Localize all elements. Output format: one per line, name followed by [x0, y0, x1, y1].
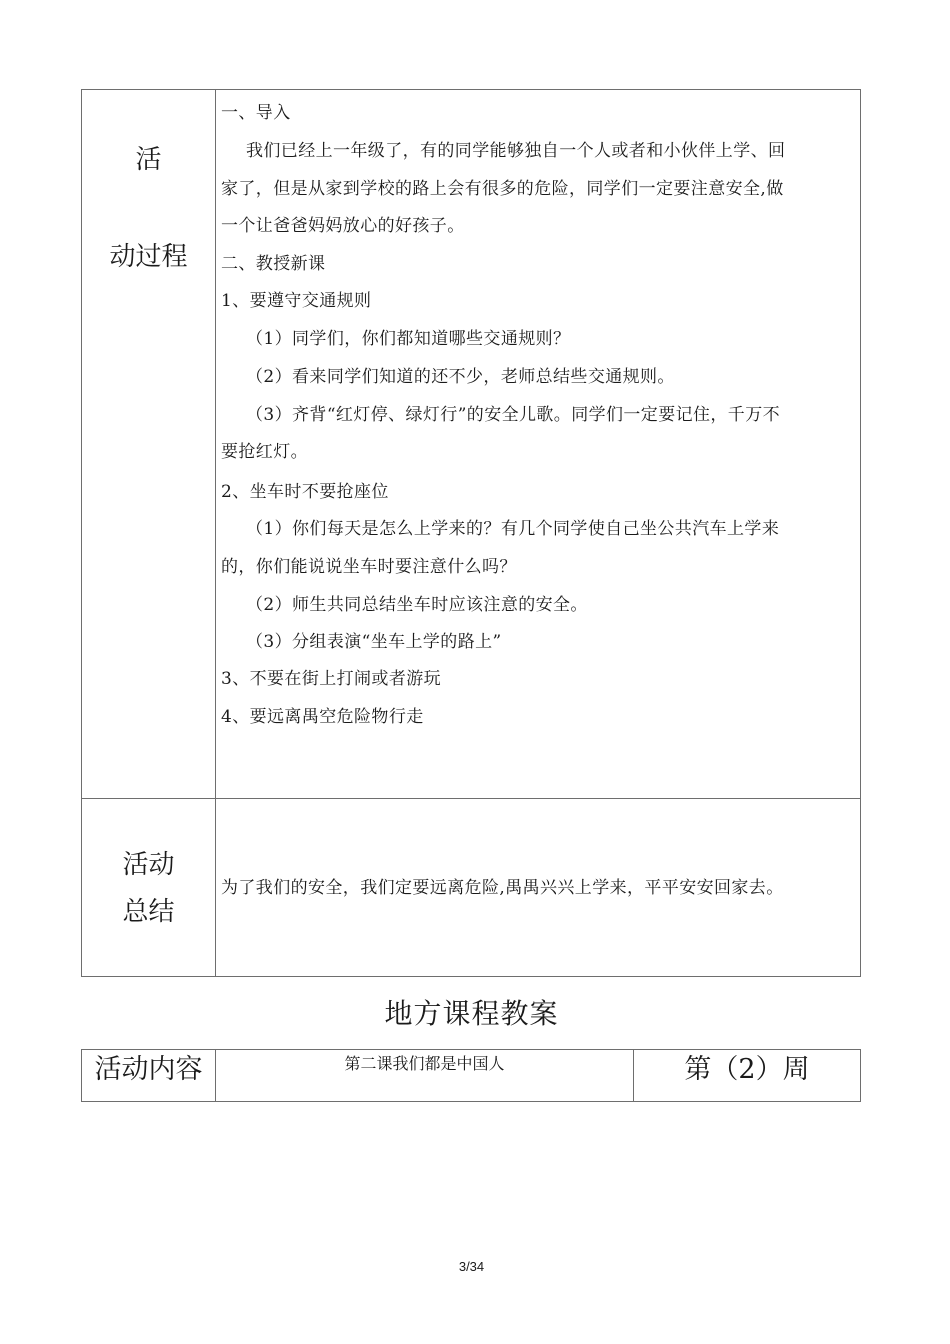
page-title: 地方课程教案	[384, 997, 559, 1030]
intro-paragraph-line: 我们已经上一年级了，有的同学能够独自一个人或者和小伙伴上学、回	[246, 141, 786, 161]
table-column-divider	[215, 89, 216, 977]
summary-label-line1: 活动	[122, 850, 175, 880]
process-label-line1: 活	[135, 145, 162, 175]
rule-heading: 4、要远离禺空危险物行走	[221, 707, 424, 727]
rule-heading: 2、坐车时不要抢座位	[221, 482, 389, 502]
week-label: 第（2）周	[684, 1054, 810, 1085]
content-label: 活动内容	[94, 1054, 203, 1085]
process-label-line2: 动过程	[109, 242, 188, 272]
rule-item: （1）你们每天是怎么上学来的？有几个同学使自己坐公共汽车上学来	[246, 519, 780, 539]
table-row-divider	[81, 798, 861, 799]
intro-paragraph-line: 一个让爸爸妈妈放心的好孩子。	[221, 216, 465, 236]
rule-item: （2）师生共同总结坐车时应该注意的安全。	[246, 595, 588, 615]
rule-item: （1）同学们，你们都知道哪些交通规则？	[246, 329, 571, 349]
rule-item: （3）分组表演“坐车上学的路上”	[246, 632, 502, 652]
rule-item-continued: 的，你们能说说坐车时要注意什么吗？	[221, 557, 517, 577]
intro-paragraph-line: 家了，但是从家到学校的路上会有很多的危险，同学们一定要注意安全,做	[221, 179, 784, 199]
section-heading-new-lesson: 二、教授新课	[221, 254, 326, 274]
rule-item: （2）看来同学们知道的还不少，老师总结些交通规则。	[246, 367, 675, 387]
rule-item-continued: 要抢红灯。	[221, 442, 308, 462]
rule-item: （3）齐背“红灯停、绿灯行”的安全儿歌。同学们一定要记住，千万不	[246, 405, 780, 425]
page-number: 3/34	[458, 1259, 485, 1274]
rule-heading: 3、不要在街上打闹或者游玩	[221, 669, 442, 689]
content-value: 第二课我们都是中国人	[344, 1054, 505, 1073]
section-heading-intro: 一、导入	[221, 103, 291, 123]
rule-heading: 1、要遵守交通规则	[221, 291, 372, 311]
summary-text: 为了我们的安全，我们定要远离危险,禺禺兴兴上学来，平平安安回家去。	[221, 878, 784, 898]
summary-label-line2: 总结	[122, 897, 175, 927]
